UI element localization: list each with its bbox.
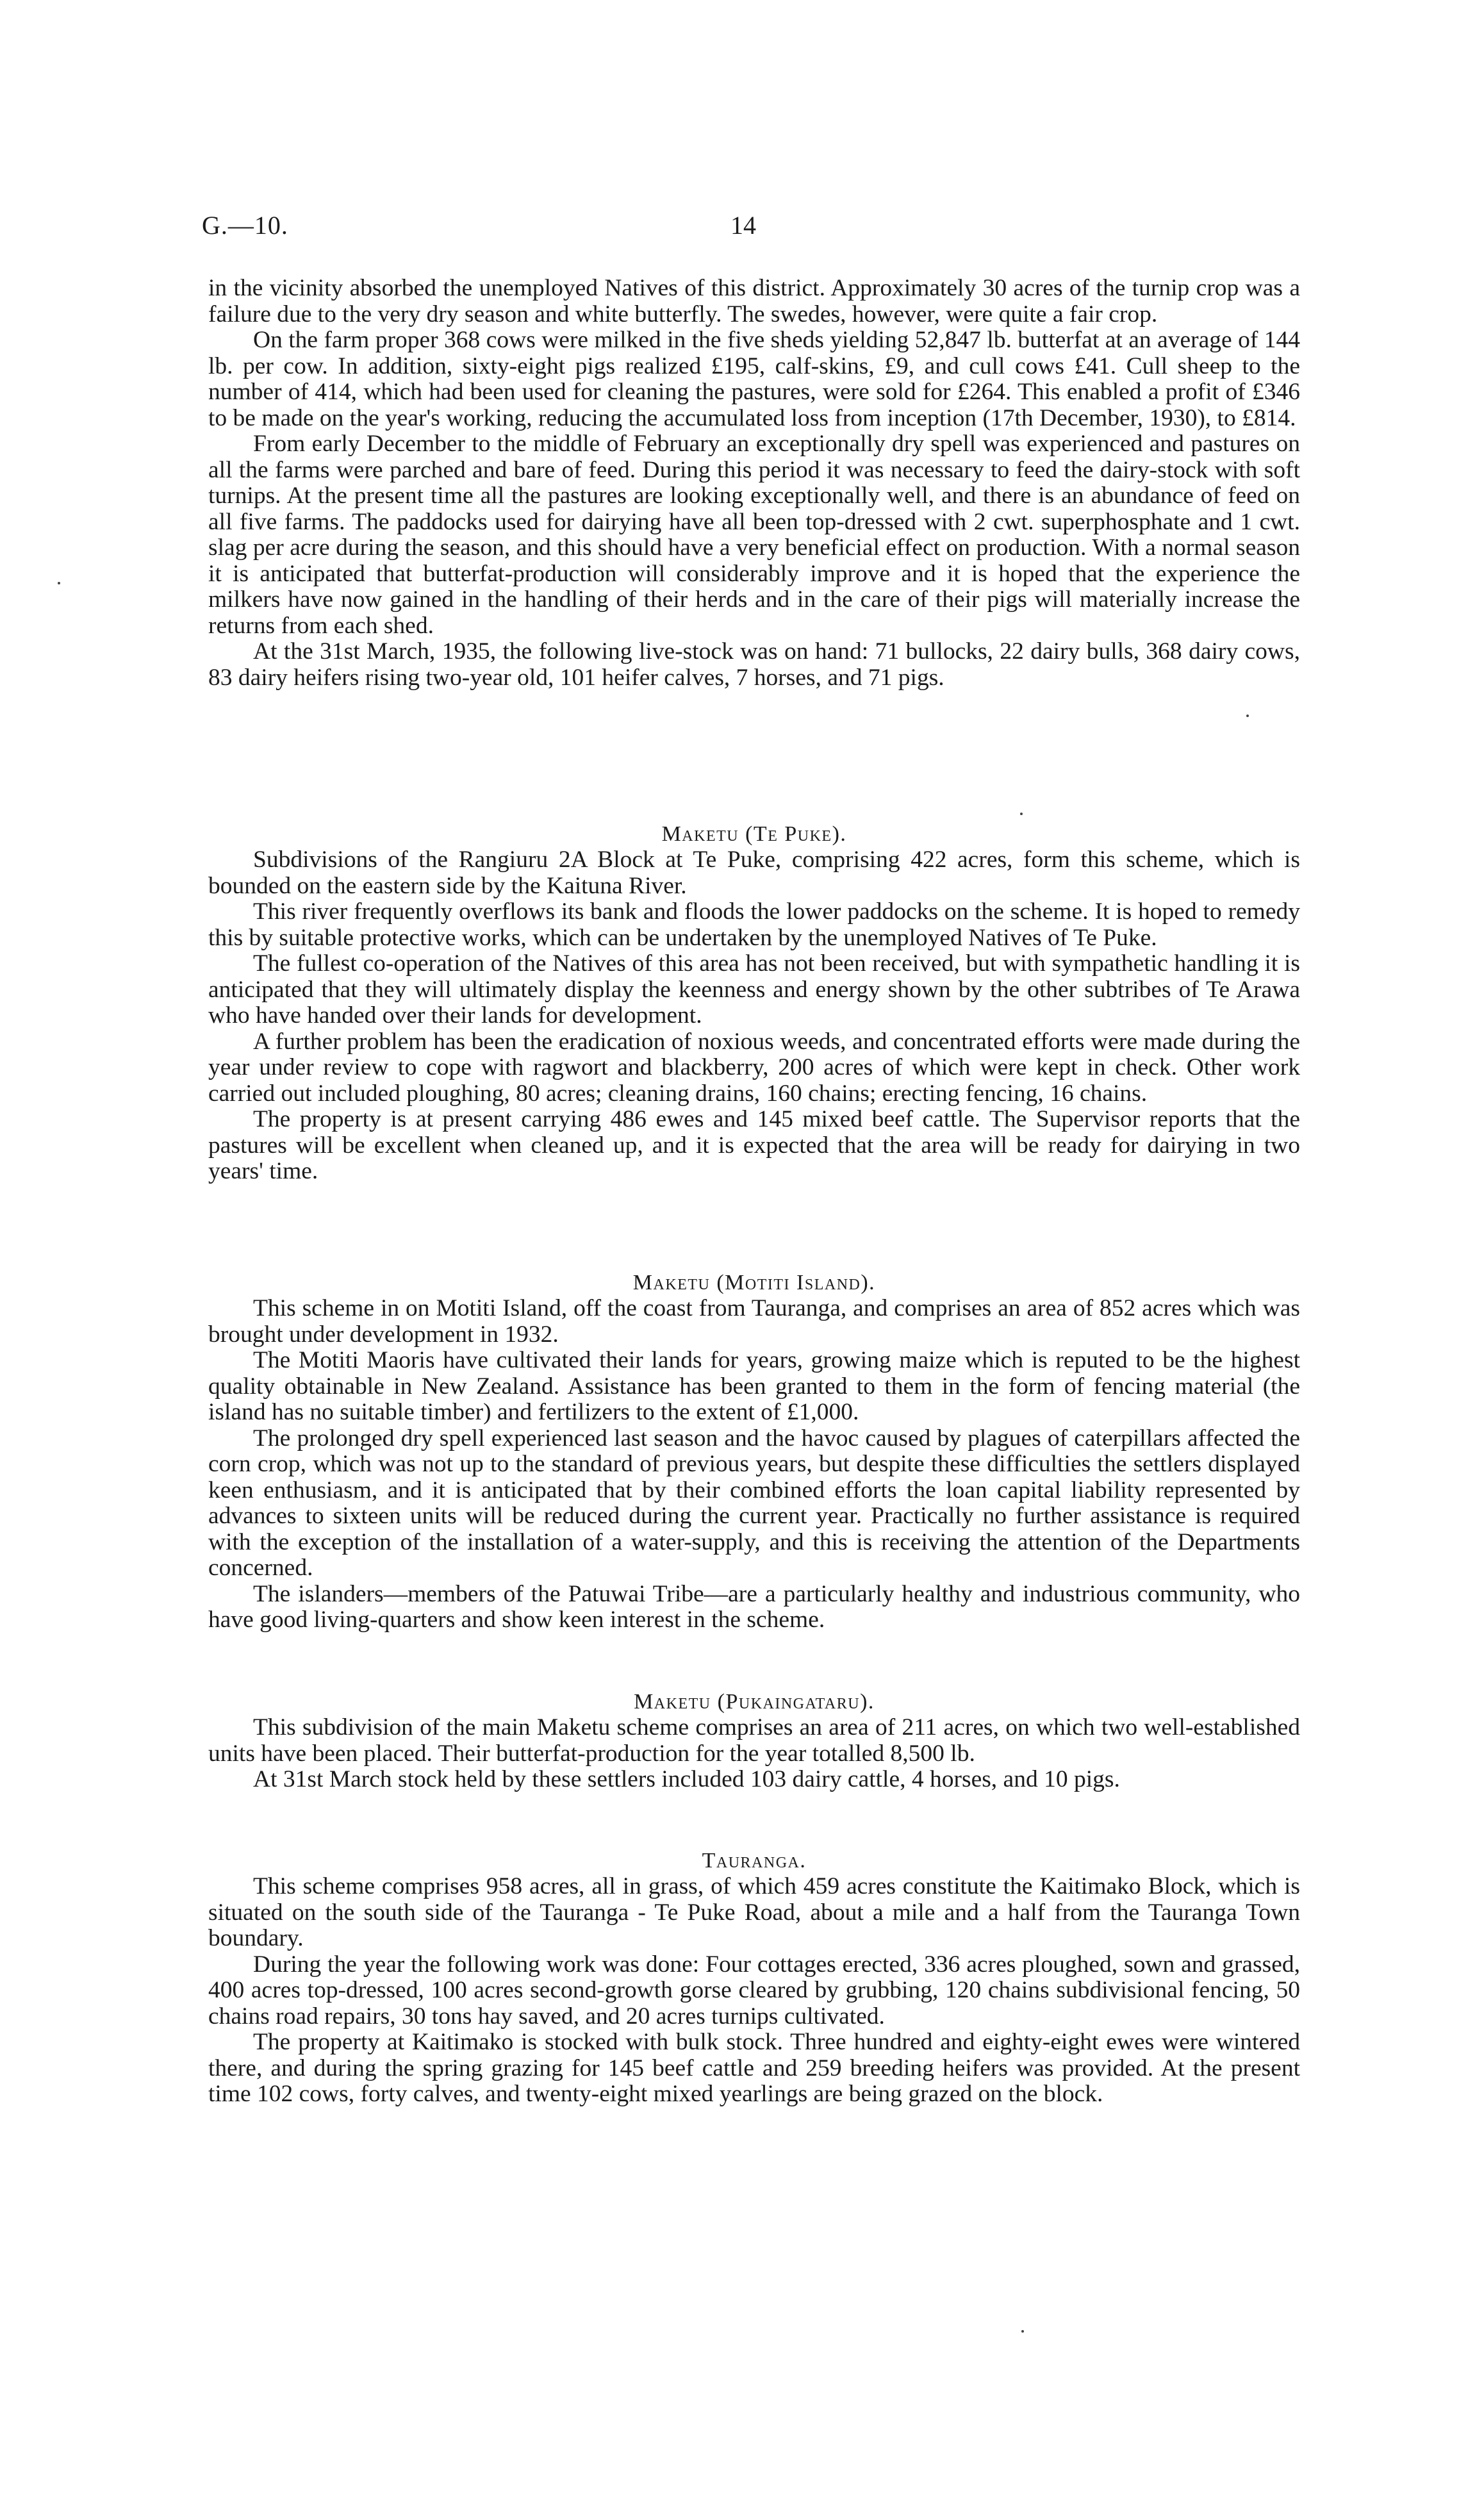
scan-speck xyxy=(58,582,60,584)
paragraph: This subdivision of the main Maketu scheme comprises an area of 211 acres, on which two well-established units have been placed. Their butterfat-production for the year totalled 8,500 lb. xyxy=(208,1714,1300,1767)
scan-speck xyxy=(1020,813,1023,815)
section-tauranga xyxy=(208,1848,1300,2108)
paragraph: The property is at present carrying 486 ewes and 145 mixed beef cattle. The Supervisor reports that the pastures will be excellent when cleaned up, and it is expected that the area will be ready for dairying in two years' time. xyxy=(208,1106,1300,1184)
section-heading: Maketu (Motiti Island). xyxy=(632,1271,876,1294)
paragraph: During the year the following work was done: Four cottages erected, 336 acres ploughed, sown and grassed, 400 acres top-dressed, 100 acres second-growth gorse cleared by grubbing, 120 chains subdivisional fencing, 50 chains road repairs, 30 tons hay saved, and 20 acres turnips cultivated. xyxy=(208,1951,1300,2030)
section-maketu-te-puke xyxy=(208,822,1300,1185)
section-heading: Maketu (Pukaingataru). xyxy=(634,1690,875,1714)
section-maketu-pukaingataru xyxy=(208,1689,1300,1793)
paragraph: The fullest co-operation of the Natives of this area has not been received, but with sympathetic handling it is anticipated that they will ultimately display the keenness and energy shown by the other subtribes of Te Arawa who have handed over their lands for development. xyxy=(208,950,1300,1029)
paragraph: From early December to the middle of February an exceptionally dry spell was experienced and pastures on all the farms were parched and bare of feed. During this period it was necessary to feed the dairy-stock with soft turnips. At the present time all the pastures are looking exceptionally well, and there is an abundance of feed on all five farms. The paddocks used for dairying have all been top-dressed with 2 cwt. superphosphate and 1 cwt. slag per acre during the season, and this should have a very beneficial effect on production. With a normal season it is anticipated that butterfat-production will considerably improve and it is hoped that the experience the milkers have now gained in the handling of their herds and in the care of their pigs will materially increase the returns from each shed. xyxy=(208,431,1300,639)
scan-speck xyxy=(1021,2330,1024,2333)
paragraph: This scheme in on Motiti Island, off the coast from Tauranga, and comprises an area of 852 acres which was brought under development in 1932. xyxy=(208,1295,1300,1348)
paragraph: The Motiti Maoris have cultivated their lands for years, growing maize which is reputed to be the highest quality obtainable in New Zealand. Assistance has been granted to them in the form of fencing material (the island has no suitable timber) and fertilizers to the extent of £1,000. xyxy=(208,1347,1300,1425)
paragraph: in the vicinity absorbed the unemployed Natives of this district. Approximately 30 acres of the turnip crop was a failure due to the very dry season and white butterfly. The swedes, however, were quite a fair crop. xyxy=(208,275,1300,327)
scan-speck xyxy=(1246,715,1249,717)
paragraph: Subdivisions of the Rangiuru 2A Block at Te Puke, comprising 422 acres, form this scheme, which is bounded on the eastern side by the Kaituna River. xyxy=(208,847,1300,899)
page-number: 14 xyxy=(730,211,756,240)
section-maketu-motiti-island xyxy=(208,1270,1300,1633)
section-heading: Maketu (Te Puke). xyxy=(661,822,847,846)
intro-section xyxy=(208,276,1300,691)
document-reference: G.—10. xyxy=(202,211,288,240)
paragraph: At 31st March stock held by these settlers included 103 dairy cattle, 4 horses, and 10 pigs. xyxy=(253,1766,1120,1792)
section-heading: Tauranga. xyxy=(702,1849,807,1873)
paragraph: The prolonged dry spell experienced last season and the havoc caused by plagues of caterpillars affected the corn crop, which was not up to the standard of previous years, but despite these difficulties the settlers displayed keen enthusiasm, and it is anticipated that by their combined efforts the loan capital liability represented by advances to sixteen units will be reduced during the current year. Practically no further assistance is required with the exception of the installation of a water-supply, and this is receiving the attention of the Departments concerned. xyxy=(208,1425,1300,1581)
paragraph: The islanders—members of the Patuwai Tribe—are a particularly healthy and industrious community, who have good living-quarters and show keen interest in the scheme. xyxy=(208,1580,1300,1633)
paragraph: The property at Kaitimako is stocked with bulk stock. Three hundred and eighty-eight ewes were wintered there, and during the spring grazing for 145 beef cattle and 259 breeding heifers was provided. At the present time 102 cows, forty calves, and twenty-eight mixed yearlings are being grazed on the block. xyxy=(208,2029,1300,2107)
paragraph: This river frequently overflows its bank and floods the lower paddocks on the scheme. It is hoped to remedy this by suitable protective works, which can be undertaken by the unemployed Natives of Te Puke. xyxy=(208,898,1300,951)
paragraph: A further problem has been the eradication of noxious weeds, and concentrated efforts were made during the year under review to cope with ragwort and blackberry, 200 acres of which were kept in check. Other work carried out included ploughing, 80 acres; cleaning drains, 160 chains; erecting fencing, 16 chains. xyxy=(208,1028,1300,1107)
paragraph: This scheme comprises 958 acres, all in grass, of which 459 acres constitute the Kaitimako Block, which is situated on the south side of the Tauranga - Te Puke Road, about a mile and a half from the Tauranga Town boundary. xyxy=(208,1873,1300,1951)
paragraph: On the farm proper 368 cows were milked in the five sheds yielding 52,847 lb. butterfat at an average of 144 lb. per cow. In addition, sixty-eight pigs realized £195, calf-skins, £9, and cull cows £41. Cull sheep to the number of 414, which had been used for cleaning the pastures, were sold for £264. This enabled a profit of £346 to be made on the year's working, reducing the accumulated loss from inception (17th December, 1930), to £814. xyxy=(208,327,1300,431)
paragraph: At the 31st March, 1935, the following live-stock was on hand: 71 bullocks, 22 dairy bulls, 368 dairy cows, 83 dairy heifers rising two-year old, 101 heifer calves, 7 horses, and 71 pigs. xyxy=(208,638,1300,691)
